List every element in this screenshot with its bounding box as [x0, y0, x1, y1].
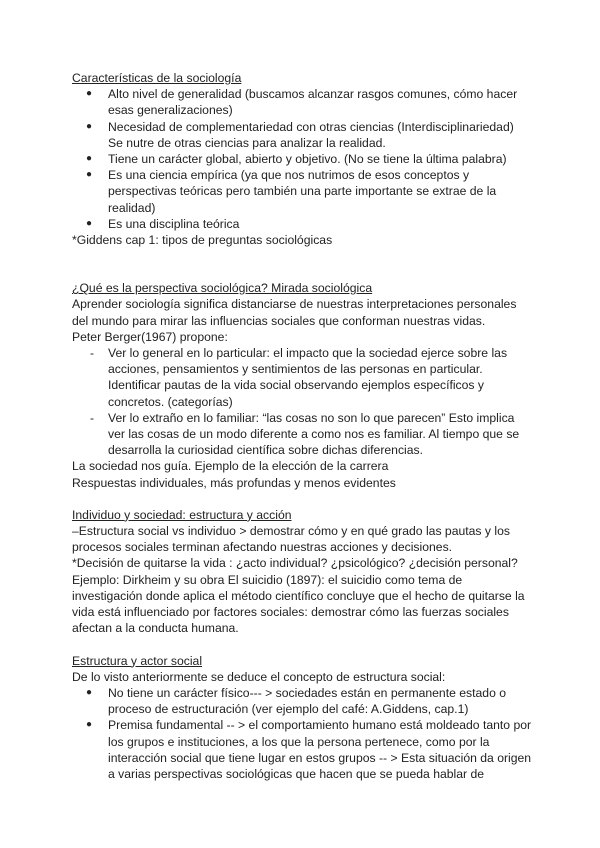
- respuestas-line: Respuestas individuales, más profundas y menos evidentes: [72, 475, 396, 490]
- list-item: ● Alto nivel de generalidad (buscamos alcanzar rasgos comunes, cómo hacer esas generalizaciones): [72, 86, 532, 118]
- giddens-note: *Giddens cap 1: tipos de preguntas sociológicas: [72, 233, 333, 248]
- list-item: ● Es una ciencia empírica (ya que nos nutrimos de esos conceptos y perspectivas teóricas pero también una parte importante se extrae de la realidad): [72, 167, 532, 216]
- decision-line: *Decisión de quitarse la vida : ¿acto individual? ¿psicológico? ¿decisión personal?: [72, 556, 518, 571]
- berger-list: [72, 345, 532, 458]
- perspectiva-intro: Aprender sociología significa distanciarse de nuestras interpretaciones personales del mundo para mirar las influencias sociales que conforman nuestras vidas.: [72, 297, 517, 328]
- spacer: [72, 491, 532, 507]
- caracteristicas-list: [72, 86, 532, 232]
- section-heading-individuo: Individuo y sociedad: estructura y acción: [72, 507, 292, 522]
- list-item: ● Es una disciplina teórica: [72, 216, 532, 232]
- list-item: ● Premisa fundamental -- > el comportamiento humano está moldeado tanto por los grupos e instituciones, a los que la persona pertenece, como por la interacción social que tiene lugar en estos grupos -- > Esta situación da origen a varias perspectivas sociológicas que hacen que se pueda hablar de: [72, 717, 532, 782]
- durkheim-example: Ejemplo: Dirkheim y su obra El suicidio (1897): el suicidio como tema de investigación donde aplica el método científico concluye que el hecho de quitarse la vida está influenciado por factores sociales: demostrar cómo las fuerzas sociales afectan a la conducta humana.: [72, 572, 525, 636]
- list-item: - Ver lo extraño en lo familiar: “las cosas no son lo que parecen” Esto implica ver las cosas de un modo diferente a como nos es familiar. Al tiempo que se desarrolla la curiosidad científica sobre dichas diferencias.: [72, 410, 532, 459]
- berger-line: Peter Berger(1967) propone:: [72, 329, 228, 344]
- document-page: [72, 70, 532, 782]
- section-heading-estructura: Estructura y actor social: [72, 653, 203, 668]
- list-item: - Ver lo general en lo particular: el impacto que la sociedad ejerce sobre las acciones, pensamientos y sentimientos de las personas en particular. Identificar pautas de la vida social observando ejemplos específicos y concretos. (categorías): [72, 345, 532, 410]
- spacer: [72, 248, 532, 280]
- sociedad-guia-line: La sociedad nos guía. Ejemplo de la elección de la carrera: [72, 459, 389, 474]
- estructura-vs-individuo: –Estructura social vs individuo > demostrar cómo y en qué grado las pautas y los procesos sociales terminan afectando nuestras acciones y decisiones.: [72, 524, 510, 555]
- list-item: ● Necesidad de complementariedad con otras ciencias (Interdisciplinariedad) Se nutre de otras ciencias para analizar la realidad.: [72, 119, 532, 151]
- spacer: [72, 637, 532, 653]
- list-item: ● No tiene un carácter físico--- > sociedades están en permanente estado o proceso de estructuración (ver ejemplo del café: A.Giddens, cap.1): [72, 685, 532, 717]
- estructura-intro: De lo visto anteriormente se deduce el concepto de estructura social:: [72, 669, 446, 684]
- section-heading-perspectiva: ¿Qué es la perspectiva sociológica? Mirada sociológica: [72, 281, 373, 296]
- section-heading-caracteristicas: Características de la sociología: [72, 71, 242, 85]
- estructura-list: [72, 685, 532, 782]
- list-item: ● Tiene un carácter global, abierto y objetivo. (No se tiene la última palabra): [72, 151, 532, 167]
